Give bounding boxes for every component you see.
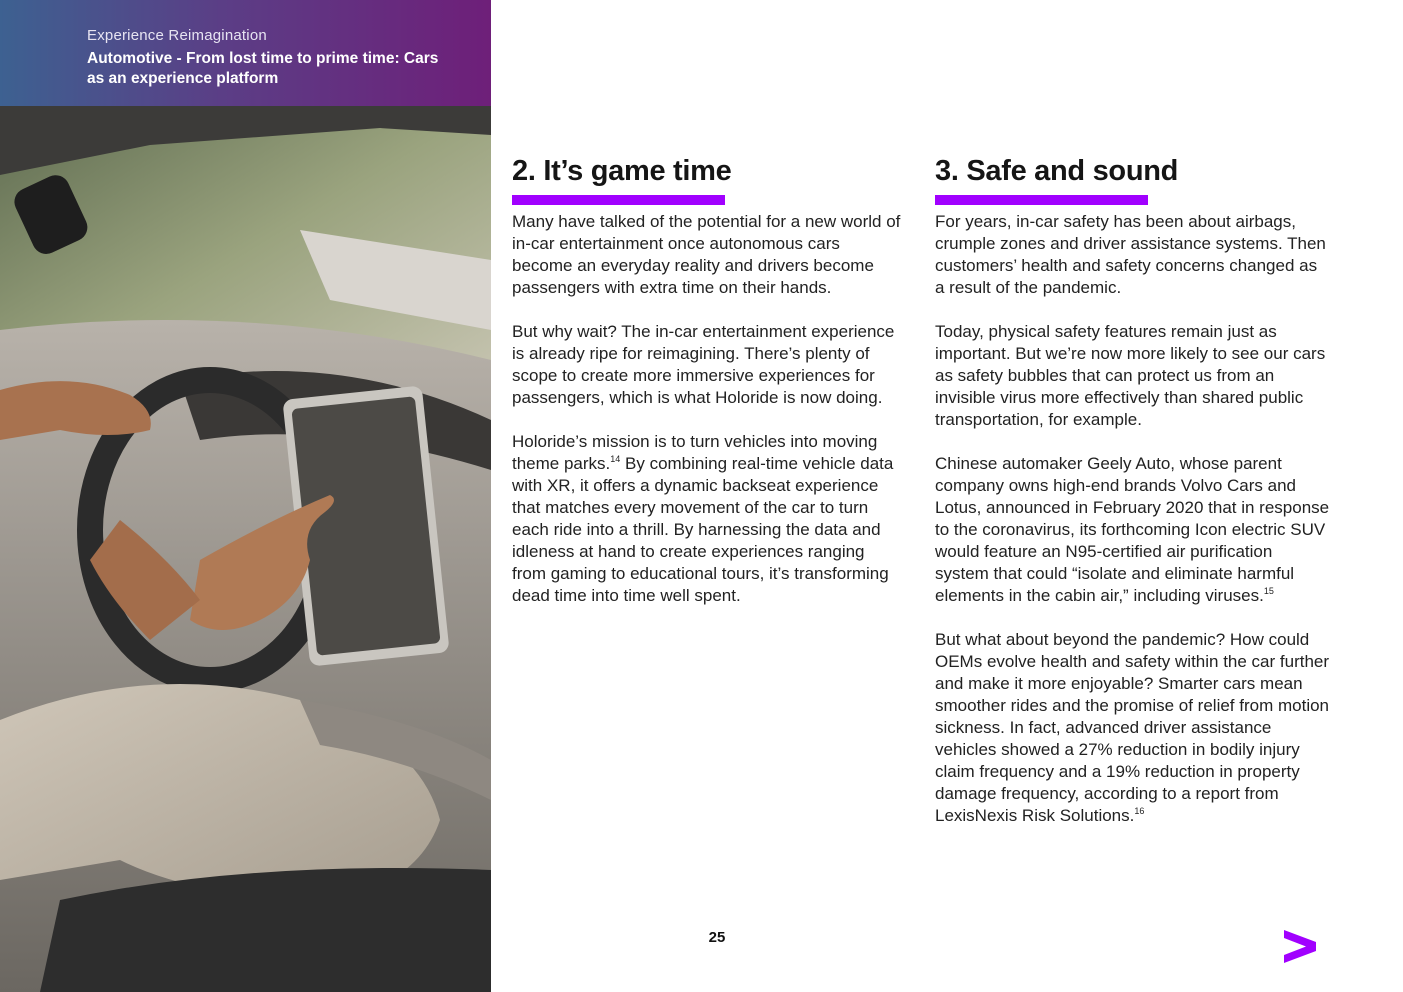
section-kicker: Experience Reimagination (87, 27, 267, 44)
section-3-heading: 3. Safe and sound (935, 155, 1179, 187)
section-3-paragraph-3: Chinese automaker Geely Auto, whose parent company owns high-end brands Volvo Cars and Lotus, announced in February 2020 that in response to the coronavirus, its forthcoming Icon electric SUV would feature an N95-certified air purification system that could “isolate and eliminate harmful elements in the cabin air,” including viruses.$^{15}$ (935, 454, 1330, 605)
section-game-time (512, 150, 902, 629)
document-title: Automotive - From lost time to prime time: Cars as an experience platform (87, 50, 439, 87)
accent-rule (512, 195, 725, 205)
accent-rule (935, 195, 1148, 205)
footnote-ref: 16 (1134, 806, 1145, 816)
car-interior-illustration (0, 0, 491, 992)
hero-photo (0, 0, 491, 992)
accenture-greater-than-icon (1284, 930, 1316, 963)
footnote-ref: 14 (610, 454, 621, 464)
section-3-paragraph-4: But what about beyond the pandemic? How could OEMs evolve health and safety within the car further and make it more enjoyable? Smarter cars mean smoother rides and the promise of relief from motion sickness. In fact, advanced driver assistance vehicles showed a 27% reduction in bodily injury claim frequency and a 19% reduction in property damage frequency, according to a report from LexisNexis Risk Solutions.$^{16}$ (935, 630, 1330, 825)
section-3-paragraph-2: Today, physical safety features remain just as important. But we’re now more likely to see our cars as safety bubbles that can protect us from an invisible virus more effectively than shared public transportation, for example. (935, 322, 1326, 429)
section-2-paragraph-2: But why wait? The in-car entertainment experience is already ripe for reimagining. There’s plenty of scope to create more immersive experiences for passengers, which is what Holoride is now doing. (512, 322, 895, 407)
section-2-heading: 2. It’s game time (512, 155, 732, 187)
section-3-paragraph-1: For years, in-car safety has been about airbags, crumple zones and driver assistance systems. Then customers’ health and safety concerns changed as a result of the pandemic. (935, 212, 1326, 297)
section-2-paragraph-1: Many have talked of the potential for a new world of in-car entertainment once autonomous cars become an everyday reality and drivers become passengers with extra time on their hands. (512, 212, 901, 297)
section-2-paragraph-3: Holoride’s mission is to turn vehicles into moving theme parks.$^{14}$ By combining real-time vehicle data with XR, it offers a dynamic backseat experience that matches every movement of the car to turn each ride into a thrill. By harnessing the data and idleness at hand to create experiences ranging from gaming to educational tours, it’s transforming dead time into time well spent. (512, 432, 894, 605)
page-number: 25 (708, 929, 726, 946)
header-banner (0, 0, 491, 106)
section-safe-and-sound (935, 150, 1330, 849)
footnote-ref: 15 (1263, 586, 1274, 596)
